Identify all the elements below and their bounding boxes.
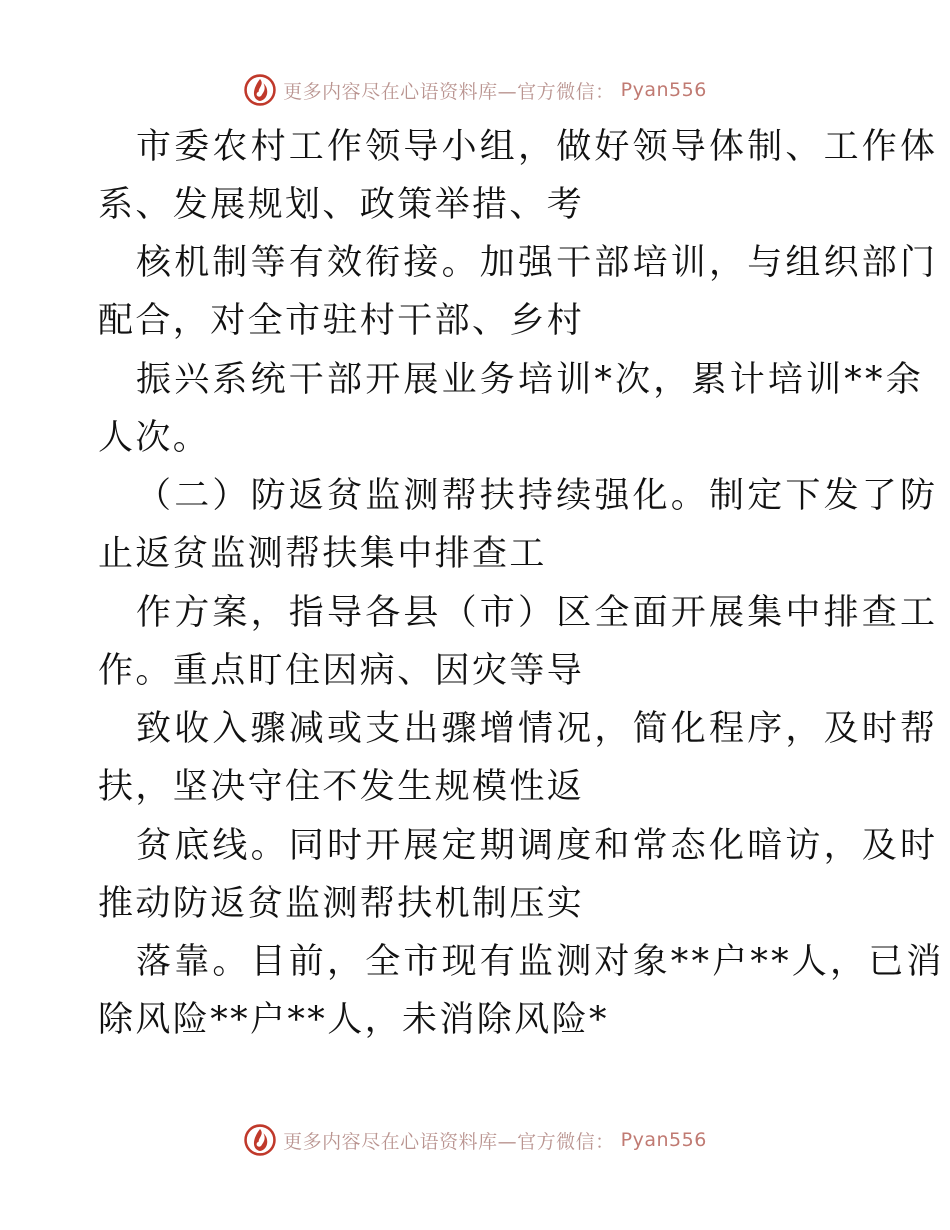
text-line: 系、发展规划、政策举措、考 [98,185,585,225]
text-line: 止返贫监测帮扶集中排查工 [98,534,547,574]
text-line: 落靠。目前，全市现有监测对象**户**人，已消 [136,942,945,982]
text-line: 扶，坚决守住不发生规模性返 [98,767,585,807]
text-line: 作。重点盯住因病、因灾等导 [98,651,585,691]
section-heading-line: （二）防返贫监测帮扶持续强化。制定下发了防 [136,476,939,516]
text-line: 市委农村工作领导小组，做好领导体制、工作体 [136,127,939,167]
text-line: 人次。 [98,418,211,458]
flame-logo-icon [243,73,277,107]
text-line: 作方案，指导各县（市）区全面开展集中排查工 [136,593,939,633]
flame-logo-icon [243,1123,277,1157]
watermark-text: 更多内容尽在心语资料库—官方微信： [283,1130,615,1153]
text-line: 贫底线。同时开展定期调度和常态化暗访，及时 [136,826,939,866]
watermark-wechat-id: Pyan556 [620,79,707,101]
watermark-text: 更多内容尽在心语资料库—官方微信： [283,80,615,103]
header-watermark [0,70,950,110]
watermark-wechat-id: Pyan556 [620,1129,707,1151]
footer-watermark [0,1120,950,1160]
text-line: 推动防返贫监测帮扶机制压实 [98,884,585,924]
text-line: 致收入骤减或支出骤增情况，简化程序，及时帮 [136,709,939,749]
text-line: 振兴系统干部开展业务培训*次，累计培训**余 [136,360,924,400]
text-line: 除风险**户**人，未消除风险* [98,1000,609,1040]
text-line: 核机制等有效衔接。加强干部培训，与组织部门 [136,243,939,283]
text-line: 配合，对全市驻村干部、乡村 [98,301,585,341]
